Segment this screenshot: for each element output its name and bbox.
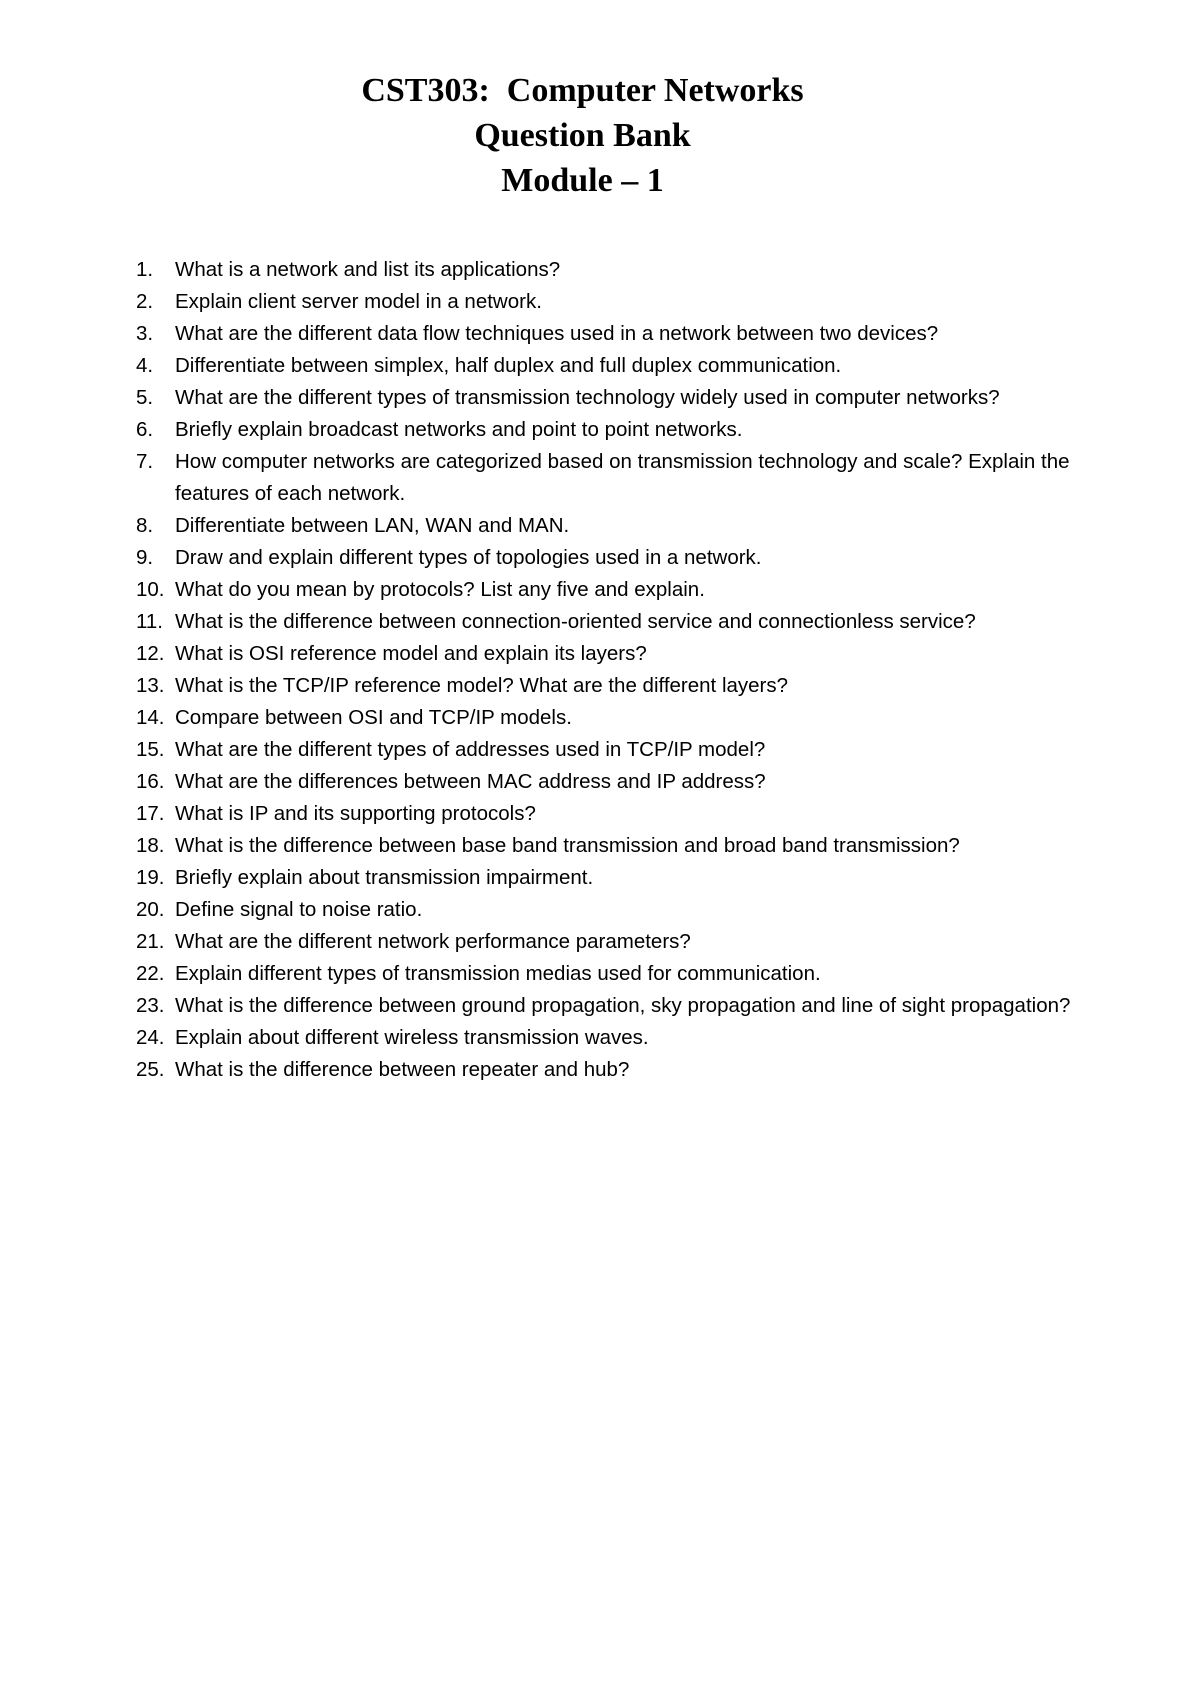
question-number: 16.: [136, 770, 165, 793]
question-item: [136, 446, 1076, 510]
question-number: 13.: [136, 674, 165, 697]
question-text: What is IP and its supporting protocols?: [175, 802, 536, 825]
question-item: [136, 670, 1076, 702]
question-text: Compare between OSI and TCP/IP models.: [175, 706, 572, 729]
question-number: 20.: [136, 898, 165, 921]
question-number: 14.: [136, 706, 165, 729]
course-title: CST303: Computer Networks: [361, 72, 804, 109]
question-text: Define signal to noise ratio.: [175, 898, 423, 921]
question-item: [136, 766, 1076, 798]
question-item: [136, 894, 1076, 926]
question-item: [136, 638, 1076, 670]
question-number: 7.: [136, 450, 154, 473]
question-text: What is OSI reference model and explain its layers?: [175, 642, 647, 665]
question-item: [136, 702, 1076, 734]
question-text: Draw and explain different types of topologies used in a network.: [175, 546, 762, 569]
question-item: [136, 318, 1076, 350]
question-text: What are the different types of transmission technology widely used in computer networks?: [175, 386, 1000, 409]
question-item: [136, 606, 1076, 638]
question-number: 11.: [136, 610, 163, 633]
question-text: What are the differences between MAC address and IP address?: [175, 770, 766, 793]
question-text: What is the difference between repeater and hub?: [175, 1058, 630, 1081]
question-text: What are the different network performance parameters?: [175, 930, 691, 953]
question-text: What are the different types of addresses used in TCP/IP model?: [175, 738, 766, 761]
question-item: [136, 1054, 1076, 1086]
question-text: What are the different data flow techniques used in a network between two devices?: [175, 322, 939, 345]
question-item: [136, 414, 1076, 446]
question-number: 22.: [136, 962, 165, 985]
question-item: [136, 350, 1076, 382]
question-item: [136, 990, 1076, 1022]
question-number: 23.: [136, 994, 165, 1017]
question-number: 1.: [136, 258, 154, 281]
question-number: 2.: [136, 290, 154, 313]
question-item: [136, 542, 1076, 574]
question-item: [136, 574, 1076, 606]
question-number: 12.: [136, 642, 165, 665]
question-number: 3.: [136, 322, 154, 345]
question-number: 10.: [136, 578, 165, 601]
question-list: [136, 254, 1076, 1086]
question-text: Briefly explain about transmission impairment.: [175, 866, 594, 889]
question-item: [136, 958, 1076, 990]
question-item: [136, 286, 1076, 318]
question-number: 19.: [136, 866, 165, 889]
question-text: What is a network and list its applications?: [175, 258, 561, 281]
module-title: Module – 1: [501, 162, 664, 199]
question-text: What do you mean by protocols? List any five and explain.: [175, 578, 705, 601]
question-number: 25.: [136, 1058, 165, 1081]
question-text: Explain different types of transmission medias used for communication.: [175, 962, 821, 985]
question-text: Differentiate between LAN, WAN and MAN.: [175, 514, 570, 537]
question-item: [136, 510, 1076, 542]
question-text: What is the difference between ground propagation, sky propagation and line of sight propagation?: [175, 994, 1071, 1017]
question-text: Differentiate between simplex, half duplex and full duplex communication.: [175, 354, 842, 377]
question-number: 5.: [136, 386, 154, 409]
question-text: What is the difference between connection-oriented service and connectionless service?: [175, 610, 976, 633]
question-number: 9.: [136, 546, 154, 569]
question-number: 21.: [136, 930, 165, 953]
question-number: 15.: [136, 738, 165, 761]
question-item: [136, 1022, 1076, 1054]
question-text: Explain about different wireless transmission waves.: [175, 1026, 649, 1049]
question-item: [136, 254, 1076, 286]
question-item: [136, 734, 1076, 766]
question-item: [136, 382, 1076, 414]
question-number: 8.: [136, 514, 154, 537]
question-text: What is the TCP/IP reference model? What are the different layers?: [175, 674, 789, 697]
question-number: 6.: [136, 418, 154, 441]
question-item: [136, 862, 1076, 894]
document-header: [0, 68, 1165, 203]
question-number: 17.: [136, 802, 165, 825]
question-number: 4.: [136, 354, 154, 377]
question-item: [136, 798, 1076, 830]
question-item: [136, 830, 1076, 862]
question-text: How computer networks are categorized based on transmission technology and scale? Explain the features of each network.: [175, 450, 1070, 505]
document-title: Question Bank: [474, 117, 691, 154]
question-number: 18.: [136, 834, 165, 857]
question-number: 24.: [136, 1026, 165, 1049]
question-text: Briefly explain broadcast networks and point to point networks.: [175, 418, 743, 441]
question-item: [136, 926, 1076, 958]
question-text: Explain client server model in a network.: [175, 290, 542, 313]
question-text: What is the difference between base band transmission and broad band transmission?: [175, 834, 960, 857]
